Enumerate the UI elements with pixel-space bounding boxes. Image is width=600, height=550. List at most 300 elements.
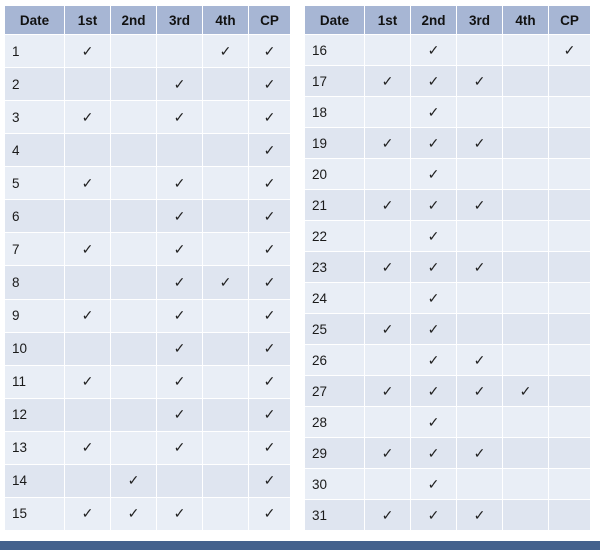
mark-cell (111, 431, 157, 464)
table-row (5, 332, 291, 365)
check-icon: ✓ (427, 103, 440, 120)
check-icon: ✓ (563, 41, 576, 58)
check-icon: ✓ (427, 41, 440, 58)
date-cell: 19 (305, 128, 365, 159)
mark-cell (111, 35, 157, 68)
mark-cell (549, 97, 591, 128)
table-row (305, 345, 591, 376)
check-icon: ✓ (263, 42, 276, 59)
mark-cell (411, 407, 457, 438)
mark-cell (457, 345, 503, 376)
date-cell: 6 (5, 200, 65, 233)
check-icon: ✓ (427, 227, 440, 244)
mark-cell (157, 35, 203, 68)
mark-cell (203, 101, 249, 134)
mark-cell (549, 252, 591, 283)
mark-cell (457, 376, 503, 407)
mark-cell (249, 299, 291, 332)
mark-cell (65, 101, 111, 134)
table-row (305, 97, 591, 128)
mark-cell (157, 134, 203, 167)
mark-cell (411, 128, 457, 159)
check-icon: ✓ (263, 439, 276, 456)
mark-cell (203, 266, 249, 299)
date-cell: 30 (305, 469, 365, 500)
date-cell: 2 (5, 68, 65, 101)
mark-cell (65, 266, 111, 299)
schedule-table-right (304, 5, 591, 531)
mark-cell (457, 314, 503, 345)
column-header-1st: 1st (365, 6, 411, 35)
mark-cell (457, 283, 503, 314)
mark-cell (411, 500, 457, 531)
mark-cell (249, 398, 291, 431)
table-row (305, 190, 591, 221)
date-cell: 16 (305, 35, 365, 66)
table-row (305, 438, 591, 469)
mark-cell (457, 500, 503, 531)
table-row (305, 500, 591, 531)
check-icon: ✓ (427, 196, 440, 213)
mark-cell (65, 497, 111, 530)
mark-cell (365, 469, 411, 500)
date-cell: 10 (5, 332, 65, 365)
date-cell: 26 (305, 345, 365, 376)
table-row (5, 167, 291, 200)
date-cell: 11 (5, 365, 65, 398)
check-icon: ✓ (81, 439, 94, 456)
check-icon: ✓ (81, 42, 94, 59)
mark-cell (203, 200, 249, 233)
mark-cell (503, 376, 549, 407)
mark-cell (503, 500, 549, 531)
date-cell: 17 (305, 66, 365, 97)
mark-cell (203, 68, 249, 101)
table-row (5, 200, 291, 233)
check-icon: ✓ (473, 382, 486, 399)
mark-cell (411, 376, 457, 407)
mark-cell (65, 35, 111, 68)
check-icon: ✓ (381, 72, 394, 89)
mark-cell (503, 190, 549, 221)
check-icon: ✓ (381, 196, 394, 213)
mark-cell (457, 469, 503, 500)
mark-cell (365, 190, 411, 221)
mark-cell (457, 438, 503, 469)
check-icon: ✓ (127, 472, 140, 489)
check-icon: ✓ (173, 439, 186, 456)
check-icon: ✓ (427, 289, 440, 306)
check-icon: ✓ (81, 108, 94, 125)
mark-cell (157, 68, 203, 101)
date-cell: 28 (305, 407, 365, 438)
table-row (5, 464, 291, 497)
mark-cell (249, 134, 291, 167)
mark-cell (549, 283, 591, 314)
mark-cell (65, 167, 111, 200)
mark-cell (457, 221, 503, 252)
date-cell: 22 (305, 221, 365, 252)
check-icon: ✓ (173, 207, 186, 224)
check-icon: ✓ (427, 320, 440, 337)
mark-cell (157, 398, 203, 431)
check-icon: ✓ (81, 373, 94, 390)
mark-cell (549, 407, 591, 438)
table-row (305, 376, 591, 407)
mark-cell (549, 66, 591, 97)
date-cell: 13 (5, 431, 65, 464)
table-row (305, 35, 591, 66)
table-row (305, 407, 591, 438)
check-icon: ✓ (473, 196, 486, 213)
check-icon: ✓ (381, 320, 394, 337)
mark-cell (111, 332, 157, 365)
mark-cell (503, 66, 549, 97)
mark-cell (365, 376, 411, 407)
mark-cell (411, 35, 457, 66)
check-icon: ✓ (173, 406, 186, 423)
mark-cell (365, 159, 411, 190)
mark-cell (549, 159, 591, 190)
table-row (305, 314, 591, 345)
check-icon: ✓ (263, 207, 276, 224)
mark-cell (249, 68, 291, 101)
check-icon: ✓ (81, 505, 94, 522)
table-row (5, 35, 291, 68)
check-icon: ✓ (173, 340, 186, 357)
mark-cell (411, 190, 457, 221)
mark-cell (365, 221, 411, 252)
date-cell: 8 (5, 266, 65, 299)
mark-cell (411, 314, 457, 345)
mark-cell (203, 332, 249, 365)
mark-cell (157, 167, 203, 200)
mark-cell (157, 200, 203, 233)
check-icon: ✓ (263, 75, 276, 92)
mark-cell (157, 497, 203, 530)
check-icon: ✓ (427, 506, 440, 523)
date-cell: 5 (5, 167, 65, 200)
table-row (305, 221, 591, 252)
mark-cell (503, 407, 549, 438)
check-icon: ✓ (81, 174, 94, 191)
table-row (5, 398, 291, 431)
mark-cell (65, 299, 111, 332)
mark-cell (503, 438, 549, 469)
column-header-3rd: 3rd (157, 6, 203, 35)
mark-cell (157, 266, 203, 299)
date-cell: 31 (305, 500, 365, 531)
mark-cell (249, 266, 291, 299)
mark-cell (411, 283, 457, 314)
mark-cell (503, 159, 549, 190)
mark-cell (249, 497, 291, 530)
mark-cell (111, 497, 157, 530)
table-row (5, 365, 291, 398)
mark-cell (157, 464, 203, 497)
table-row (305, 66, 591, 97)
mark-cell (111, 233, 157, 266)
mark-cell (111, 365, 157, 398)
mark-cell (365, 66, 411, 97)
mark-cell (549, 128, 591, 159)
column-header-date: Date (305, 6, 365, 35)
mark-cell (365, 314, 411, 345)
date-cell: 20 (305, 159, 365, 190)
table-row (5, 68, 291, 101)
date-cell: 12 (5, 398, 65, 431)
date-cell: 7 (5, 233, 65, 266)
table-row (5, 299, 291, 332)
column-header-date: Date (5, 6, 65, 35)
bottom-accent-bar (0, 541, 600, 550)
check-icon: ✓ (173, 505, 186, 522)
mark-cell (111, 398, 157, 431)
mark-cell (365, 345, 411, 376)
mark-cell (503, 97, 549, 128)
date-cell: 14 (5, 464, 65, 497)
date-cell: 21 (305, 190, 365, 221)
table-row (5, 497, 291, 530)
mark-cell (111, 167, 157, 200)
mark-cell (549, 376, 591, 407)
mark-cell (65, 365, 111, 398)
mark-cell (411, 66, 457, 97)
check-icon: ✓ (381, 382, 394, 399)
mark-cell (411, 469, 457, 500)
table-row (5, 233, 291, 266)
mark-cell (157, 299, 203, 332)
date-cell: 23 (305, 252, 365, 283)
mark-cell (111, 101, 157, 134)
mark-cell (111, 68, 157, 101)
check-icon: ✓ (173, 273, 186, 290)
mark-cell (249, 464, 291, 497)
check-icon: ✓ (263, 373, 276, 390)
check-icon: ✓ (263, 406, 276, 423)
check-icon: ✓ (427, 258, 440, 275)
mark-cell (503, 314, 549, 345)
mark-cell (457, 35, 503, 66)
table-row (305, 128, 591, 159)
mark-cell (249, 200, 291, 233)
mark-cell (503, 345, 549, 376)
mark-cell (203, 398, 249, 431)
mark-cell (111, 266, 157, 299)
check-icon: ✓ (173, 174, 186, 191)
mark-cell (411, 159, 457, 190)
table-row (305, 283, 591, 314)
check-icon: ✓ (427, 413, 440, 430)
column-header-4th: 4th (203, 6, 249, 35)
mark-cell (503, 469, 549, 500)
column-header-cp: CP (549, 6, 591, 35)
mark-cell (365, 500, 411, 531)
mark-cell (111, 200, 157, 233)
table-row (5, 134, 291, 167)
column-header-2nd: 2nd (411, 6, 457, 35)
check-icon: ✓ (263, 141, 276, 158)
mark-cell (365, 407, 411, 438)
mark-cell (549, 438, 591, 469)
mark-cell (457, 407, 503, 438)
mark-cell (249, 332, 291, 365)
mark-cell (157, 365, 203, 398)
mark-cell (203, 365, 249, 398)
mark-cell (249, 233, 291, 266)
mark-cell (365, 252, 411, 283)
mark-cell (249, 431, 291, 464)
mark-cell (203, 167, 249, 200)
mark-cell (249, 35, 291, 68)
header-row (305, 6, 591, 35)
table-row (5, 266, 291, 299)
column-header-3rd: 3rd (457, 6, 503, 35)
check-icon: ✓ (427, 72, 440, 89)
check-icon: ✓ (173, 75, 186, 92)
mark-cell (249, 167, 291, 200)
check-icon: ✓ (81, 240, 94, 257)
table-header-right (305, 6, 591, 35)
check-icon: ✓ (381, 134, 394, 151)
check-icon: ✓ (173, 240, 186, 257)
check-icon: ✓ (427, 165, 440, 182)
mark-cell (65, 134, 111, 167)
mark-cell (111, 134, 157, 167)
mark-cell (157, 332, 203, 365)
check-icon: ✓ (381, 258, 394, 275)
mark-cell (411, 97, 457, 128)
mark-cell (203, 233, 249, 266)
check-icon: ✓ (173, 108, 186, 125)
check-icon: ✓ (219, 273, 232, 290)
table-row (5, 101, 291, 134)
mark-cell (111, 299, 157, 332)
check-icon: ✓ (473, 506, 486, 523)
header-row (5, 6, 291, 35)
check-icon: ✓ (427, 475, 440, 492)
check-icon: ✓ (263, 273, 276, 290)
mark-cell (249, 365, 291, 398)
table-row (305, 469, 591, 500)
mark-cell (365, 438, 411, 469)
mark-cell (203, 35, 249, 68)
mark-cell (249, 101, 291, 134)
column-header-2nd: 2nd (111, 6, 157, 35)
mark-cell (111, 464, 157, 497)
check-icon: ✓ (519, 382, 532, 399)
check-icon: ✓ (127, 505, 140, 522)
column-header-1st: 1st (65, 6, 111, 35)
date-cell: 15 (5, 497, 65, 530)
check-icon: ✓ (427, 134, 440, 151)
check-icon: ✓ (173, 373, 186, 390)
date-cell: 3 (5, 101, 65, 134)
mark-cell (65, 332, 111, 365)
mark-cell (549, 500, 591, 531)
mark-cell (203, 497, 249, 530)
table-row (305, 159, 591, 190)
check-icon: ✓ (173, 307, 186, 324)
mark-cell (411, 345, 457, 376)
mark-cell (503, 128, 549, 159)
check-icon: ✓ (473, 258, 486, 275)
table-body-right (305, 35, 591, 531)
check-icon: ✓ (219, 42, 232, 59)
check-icon: ✓ (427, 444, 440, 461)
mark-cell (365, 283, 411, 314)
mark-cell (457, 190, 503, 221)
mark-cell (65, 431, 111, 464)
date-cell: 24 (305, 283, 365, 314)
check-icon: ✓ (81, 307, 94, 324)
mark-cell (457, 66, 503, 97)
mark-cell (549, 35, 591, 66)
date-cell: 29 (305, 438, 365, 469)
mark-cell (411, 221, 457, 252)
mark-cell (549, 345, 591, 376)
mark-cell (503, 221, 549, 252)
table-row (5, 431, 291, 464)
mark-cell (157, 233, 203, 266)
date-cell: 27 (305, 376, 365, 407)
date-cell: 1 (5, 35, 65, 68)
mark-cell (157, 101, 203, 134)
check-icon: ✓ (263, 340, 276, 357)
table-row (305, 252, 591, 283)
mark-cell (365, 35, 411, 66)
check-icon: ✓ (427, 382, 440, 399)
mark-cell (203, 134, 249, 167)
mark-cell (65, 68, 111, 101)
mark-cell (365, 97, 411, 128)
mark-cell (65, 464, 111, 497)
column-header-cp: CP (249, 6, 291, 35)
table-body-left (5, 35, 291, 531)
date-cell: 4 (5, 134, 65, 167)
mark-cell (503, 283, 549, 314)
check-icon: ✓ (263, 472, 276, 489)
check-icon: ✓ (381, 506, 394, 523)
check-icon: ✓ (473, 351, 486, 368)
mark-cell (549, 314, 591, 345)
mark-cell (365, 128, 411, 159)
table-header-left (5, 6, 291, 35)
mark-cell (549, 221, 591, 252)
check-icon: ✓ (473, 444, 486, 461)
mark-cell (457, 159, 503, 190)
mark-cell (549, 190, 591, 221)
check-icon: ✓ (381, 444, 394, 461)
mark-cell (203, 299, 249, 332)
mark-cell (457, 252, 503, 283)
mark-cell (503, 252, 549, 283)
mark-cell (157, 431, 203, 464)
mark-cell (503, 35, 549, 66)
check-icon: ✓ (263, 505, 276, 522)
column-header-4th: 4th (503, 6, 549, 35)
mark-cell (549, 469, 591, 500)
mark-cell (457, 128, 503, 159)
mark-cell (203, 431, 249, 464)
mark-cell (65, 233, 111, 266)
check-icon: ✓ (263, 240, 276, 257)
mark-cell (65, 200, 111, 233)
date-cell: 18 (305, 97, 365, 128)
mark-cell (411, 252, 457, 283)
date-cell: 25 (305, 314, 365, 345)
check-icon: ✓ (473, 134, 486, 151)
